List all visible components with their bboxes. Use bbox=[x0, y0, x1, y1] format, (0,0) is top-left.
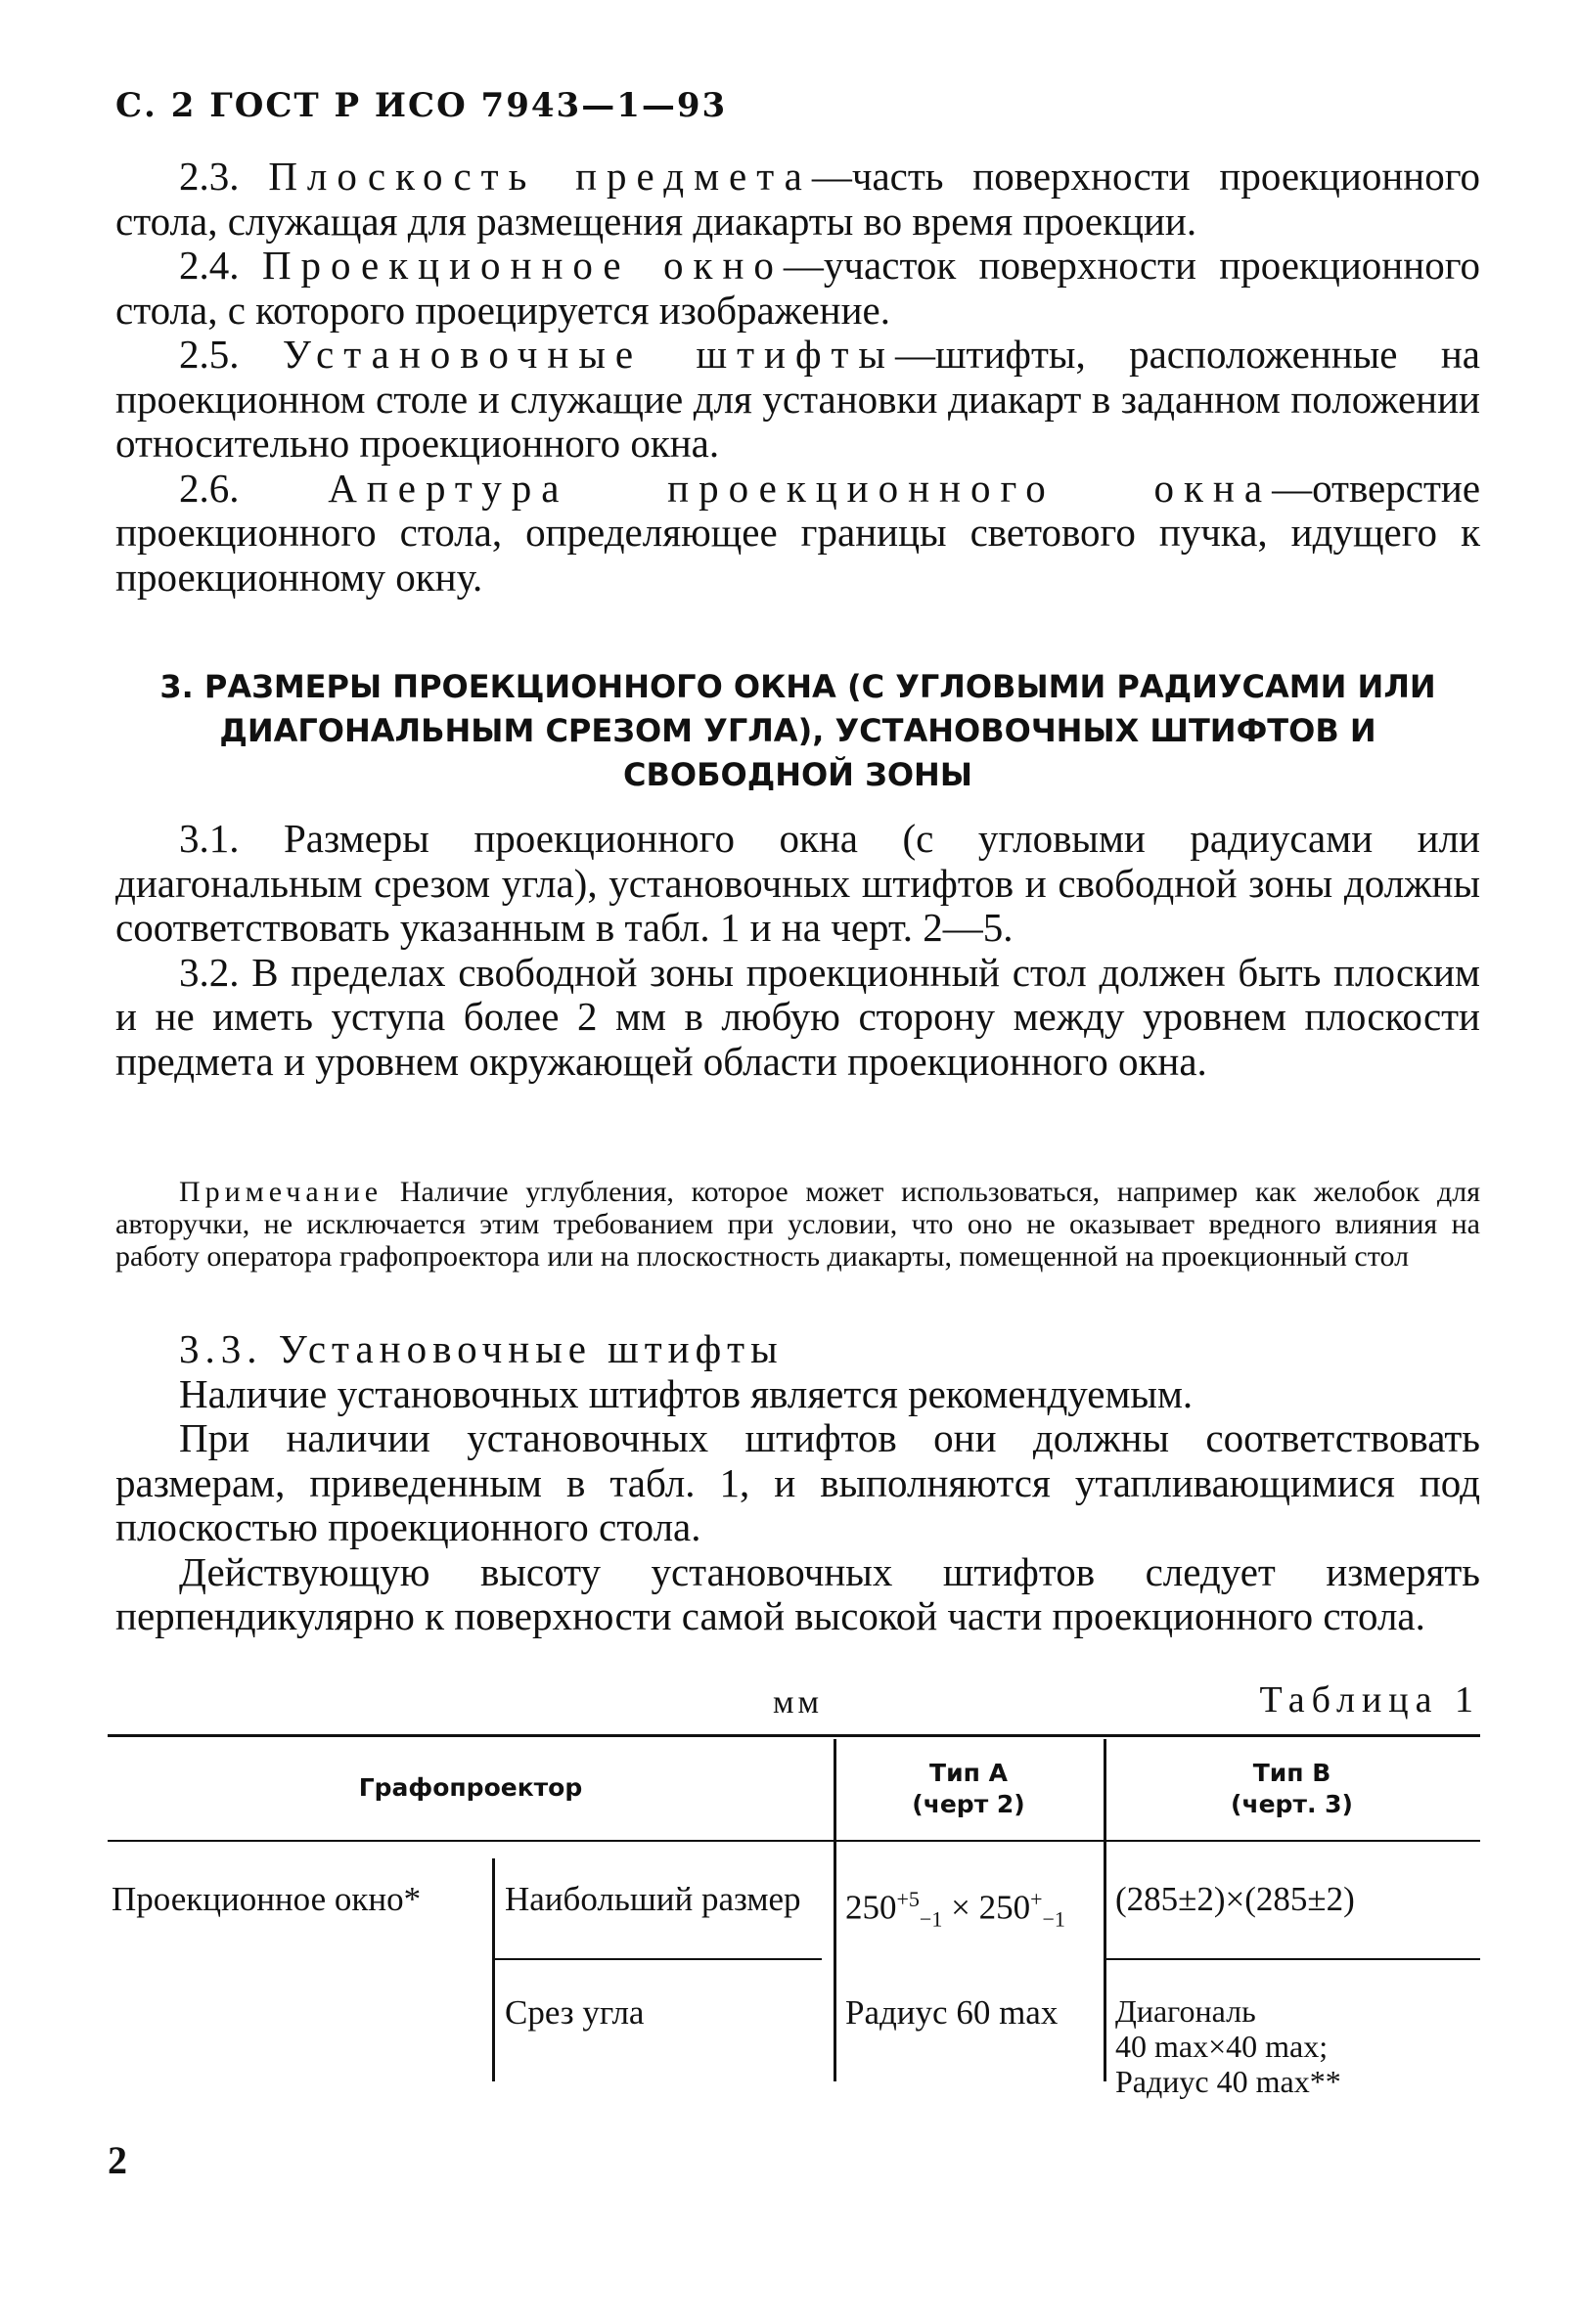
definition-2-4: 2.4. Проекционное окно—участок поверхности проекционного стола, с которого проецируется изображение. bbox=[115, 243, 1480, 333]
page-number: 2 bbox=[108, 2138, 127, 2182]
table-vline-3 bbox=[492, 1858, 495, 2081]
paragraph-3-3-c: Действующую высоту установочных штифтов следует измерять перпендикулярно к поверхности самой высокой части проекционного стола. bbox=[115, 1548, 1480, 1638]
definition-2-5: 2.5. Установочные штифты—штифты, расположенные на проекционном столе и служащие для установки диакарт в заданном положении относительно проекционного окна. bbox=[115, 332, 1481, 466]
note-block bbox=[115, 1176, 1480, 1273]
paragraph-3-1: 3.1. Размеры проекционного окна (с угловыми радиусами или диагональным срезом угла), установочных штифтов и свободной зоны должны соответствовать указанным в табл. 1 и на черт. 2—5. bbox=[115, 816, 1480, 950]
paragraph-3-3-title: 3.3. Установочные штифты bbox=[179, 1326, 784, 1371]
definition-2-3: 2.3. Плоскость предмета—часть поверхности проекционного стола, служащая для размещения диакарты во время проекции. bbox=[115, 154, 1480, 244]
cell-type-a-size: $250^{+5}_{-1} \times 250^+_{-1}$ bbox=[845, 1887, 1065, 1932]
cell-type-b-size: (285±2)×(285±2) bbox=[1115, 1880, 1355, 1918]
definition-term: Плоскость предмета bbox=[268, 154, 812, 199]
definition-2-6: 2.6. Апертура проекционного окна—отверстие проекционного стола, определяющее границы светового пучка, идущего к проекционному окну. bbox=[115, 465, 1481, 600]
row-sub-corner-cut: Срез угла bbox=[505, 1993, 645, 2032]
definitions-block bbox=[115, 155, 1480, 600]
table-header-type-b: Тип В (черт. 3) bbox=[1231, 1759, 1353, 1818]
table-header-graphoprojector: Графопроектор bbox=[358, 1773, 583, 1802]
section-3-heading: 3. РАЗМЕРЫ ПРОЕКЦИОННОГО ОКНА (С УГЛОВЫМИ РАДИУСАМИ ИЛИ ДИАГОНАЛЬНЫМ СРЕЗОМ УГЛА), УСТАНОВОЧНЫХ ШТИФТОВ И СВОБОДНОЙ ЗОНЫ bbox=[159, 668, 1436, 793]
row-label-projection-window: Проекционное окно* bbox=[112, 1880, 422, 1918]
paragraph-3-3-a: Наличие установочных штифтов является рекомендуемым. bbox=[179, 1370, 1194, 1416]
paragraph-3-2: 3.2. В пределах свободной зоны проекционный стол должен быть плоским и не иметь уступа более 2 мм в любую сторону между уровнем плоскости предмета и уровнем окружающей области проекционного окна. bbox=[115, 949, 1480, 1084]
definition-term: Установочные штифты bbox=[282, 332, 895, 377]
table-header-type-a: Тип А (черт 2) bbox=[912, 1759, 1025, 1818]
cell-type-a-corner: Радиус 60 max bbox=[845, 1993, 1059, 2032]
table-header-rule bbox=[108, 1840, 1480, 1842]
definition-term: Проекционное окно bbox=[261, 243, 784, 288]
section-3-3 bbox=[115, 1327, 1480, 1639]
table-title: Таблица 1 bbox=[1259, 1679, 1480, 1721]
row-sub-largest-size: Наибольший размер bbox=[505, 1880, 801, 1918]
note-text: Наличие углубления, которое может использоваться, например как желобок для авторучки, не исключается этим требованием при условии, что оно не оказывает вредного влияния на работу оператора графопроектора или на плоскостность диакарты, помещенной на проекционный стол bbox=[115, 1176, 1480, 1273]
cell-type-b-corner: Диагональ 40 max×40 max; Радиус 40 max** bbox=[1115, 1993, 1341, 2099]
paragraph-3-3-b: При наличии установочных штифтов они должны соответствовать размерам, приведенным в табл. 1, и выполняются утапливающимися под плоскостью проекционного стола. bbox=[115, 1415, 1480, 1549]
table-top-rule bbox=[108, 1734, 1480, 1737]
table-row-rule-right bbox=[1104, 1958, 1480, 1960]
table-unit: мм bbox=[773, 1684, 824, 1721]
table-row-rule-left bbox=[494, 1958, 822, 1960]
page-header: С. 2 ГОСТ Р ИСО 7943—1—93 bbox=[115, 86, 728, 125]
note-label: Примечание bbox=[179, 1176, 383, 1208]
definition-term: Апертура проекционного окна bbox=[328, 465, 1273, 511]
section-3-body bbox=[115, 817, 1480, 1084]
